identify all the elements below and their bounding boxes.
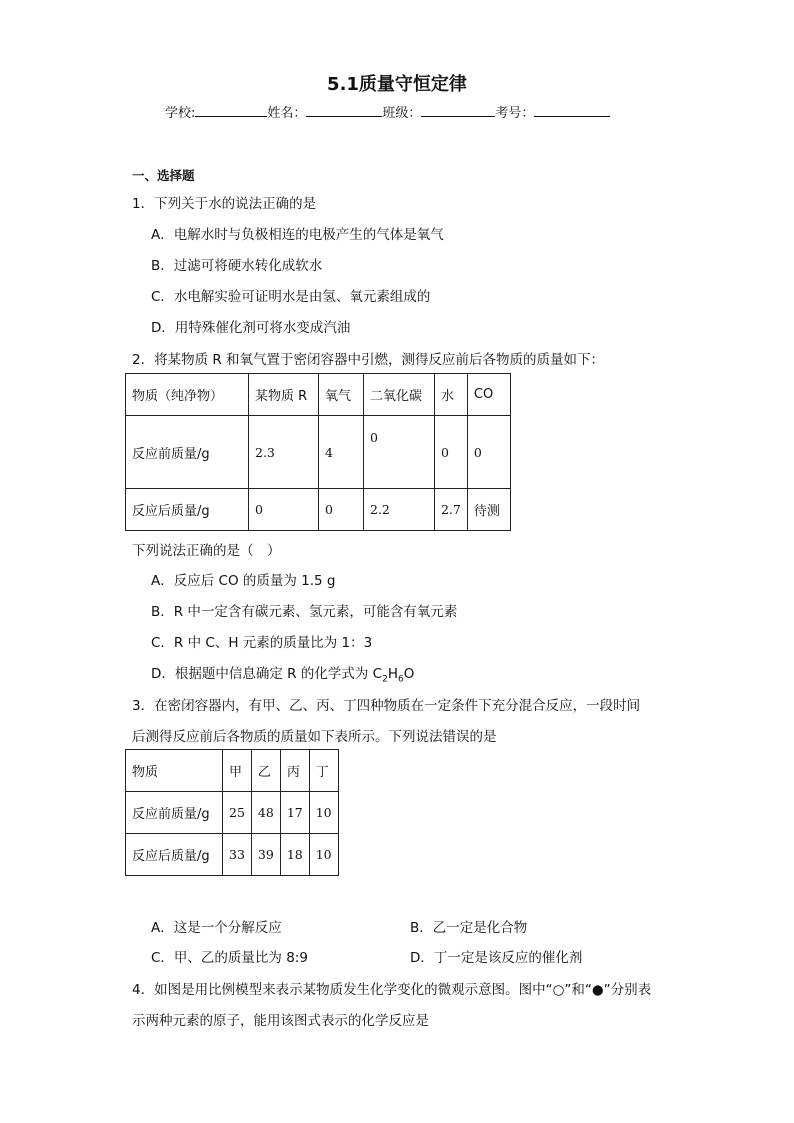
table-row [126, 416, 511, 489]
chemical-formula: $C_2H_6O$ [372, 666, 415, 685]
table-cell: 反应前质量/g [126, 792, 223, 834]
class-blank[interactable] [421, 102, 495, 117]
table-cell: 2.2 [364, 489, 435, 531]
school-blank[interactable] [195, 102, 267, 117]
table-row [126, 489, 511, 531]
exam-no-label: 考号： [495, 106, 535, 121]
table-cell: 10 [309, 834, 338, 876]
table-cell: 33 [223, 834, 252, 876]
question-1-option-c: C．水电解实验可证明水是由氢、氧元素组成的 [151, 289, 431, 305]
question-2-option-d [151, 662, 414, 685]
table-cell: 反应后质量/g [126, 489, 249, 531]
question-2-stem: 2．将某物质 R 和氧气置于密闭容器中引燃，测得反应前后各物质的质量如下： [132, 352, 605, 368]
question-1-option-a: A．电解水时与负极相连的电极产生的气体是氧气 [151, 227, 444, 243]
table-header-cell: 氧气 [319, 374, 364, 416]
table-header-cell: 某物质 R [249, 374, 319, 416]
table-cell: 4 [319, 416, 364, 489]
table-header-cell: 物质（纯净物） [126, 374, 249, 416]
table-cell: 0 [435, 416, 468, 489]
table-cell: 反应后质量/g [126, 834, 223, 876]
class-label: 班级： [382, 106, 422, 121]
page-title: 5.1质量守恒定律 [327, 74, 467, 95]
table-header-row [126, 750, 339, 792]
table-row [126, 834, 339, 876]
table-header-cell: 丁 [309, 750, 338, 792]
question-3-stem-line1: 3．在密闭容器内，有甲、乙、丙、丁四种物质在一定条件下充分混合反应，一段时间 [132, 698, 641, 714]
question-4-stem-line1: 4．如图是用比例模型来表示某物质发生化学变化的微观示意图。图中“○”和“●”分别表 [132, 982, 652, 998]
school-label: 学校: [165, 106, 196, 121]
table-cell: 18 [280, 834, 309, 876]
table-cell: 2.3 [249, 416, 319, 489]
question-3-option-d: D．丁一定是该反应的催化剂 [410, 950, 583, 966]
question-2-table [125, 373, 511, 531]
table-cell: 10 [309, 792, 338, 834]
table-cell: 17 [280, 792, 309, 834]
table-header-row [126, 374, 511, 416]
student-info-line [165, 102, 610, 121]
table-header-cell: 物质 [126, 750, 223, 792]
table-cell: 0 [364, 416, 435, 489]
table-cell: 25 [223, 792, 252, 834]
question-3-stem-line2: 后测得反应前后各物质的质量如下表所示。下列说法错误的是 [132, 729, 497, 745]
table-header-cell: 甲 [223, 750, 252, 792]
question-2-option-c: C．R 中 C、H 元素的质量比为 1：3 [151, 635, 373, 651]
question-3-option-b: B．乙一定是化合物 [410, 920, 528, 936]
question-3-option-a: A．这是一个分解反应 [151, 920, 282, 936]
question-1-option-d: D．用特殊催化剂可将水变成汽油 [151, 320, 351, 336]
question-3-option-c: C．甲、乙的质量比为 8:9 [151, 950, 308, 966]
table-cell: 2.7 [435, 489, 468, 531]
table-cell: 反应前质量/g [126, 416, 249, 489]
section-heading: 一、选择题 [132, 168, 195, 183]
table-cell: 0 [249, 489, 319, 531]
name-label: 姓名： [267, 106, 307, 121]
question-3-table [125, 749, 339, 876]
table-cell: 待测 [467, 489, 510, 531]
table-header-cell: CO [467, 374, 510, 416]
table-cell: 39 [251, 834, 280, 876]
table-cell: 48 [251, 792, 280, 834]
table-row [126, 792, 339, 834]
question-1-stem: 1．下列关于水的说法正确的是 [132, 196, 317, 212]
exam-no-blank[interactable] [534, 102, 610, 117]
table-header-cell: 二氧化碳 [364, 374, 435, 416]
question-1-option-b: B．过滤可将硬水转化成软水 [151, 258, 323, 274]
table-header-cell: 水 [435, 374, 468, 416]
table-cell: 0 [467, 416, 510, 489]
question-2-option-a: A．反应后 CO 的质量为 1.5 g [151, 573, 336, 589]
table-header-cell: 乙 [251, 750, 280, 792]
question-4-stem-line2: 示两种元素的原子，能用该图式表示的化学反应是 [132, 1013, 429, 1029]
question-2-option-b: B．R 中一定含有碳元素、氢元素，可能含有氧元素 [151, 604, 458, 620]
name-blank[interactable] [306, 102, 382, 117]
table-header-cell: 丙 [280, 750, 309, 792]
option-d-text: D．根据题中信息确定 R 的化学式为 [151, 666, 373, 682]
table-cell: 0 [319, 489, 364, 531]
question-2-prompt: 下列说法正确的是（ ） [132, 543, 281, 559]
